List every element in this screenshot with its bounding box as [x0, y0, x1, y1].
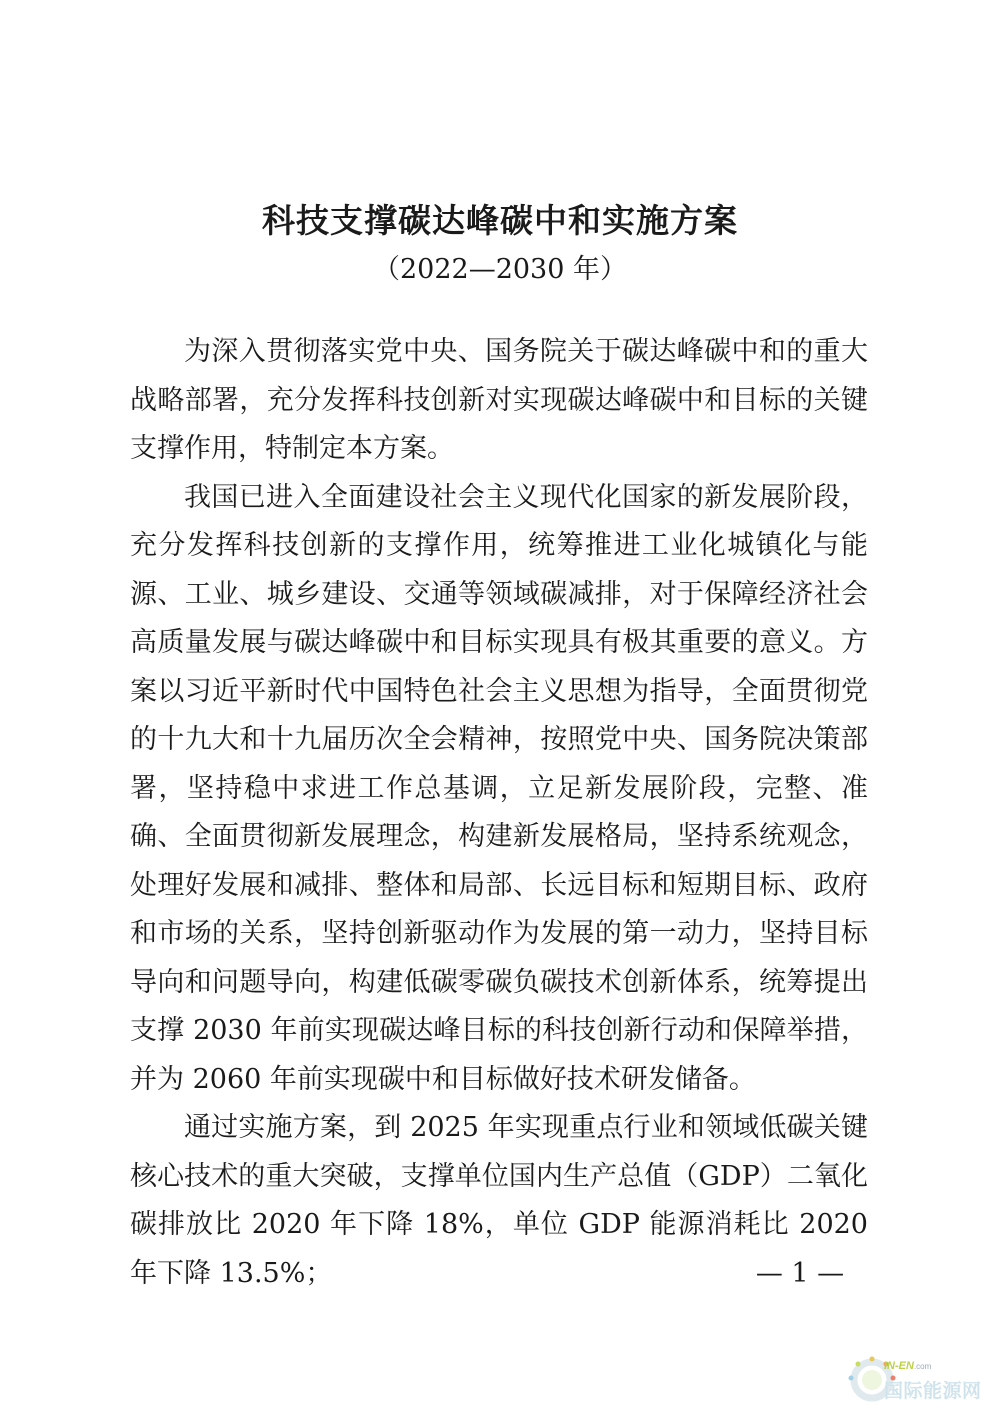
- paragraph-targets: 通过实施方案，到 2025 年实现重点行业和领域低碳关键核心技术的重大突破，支撑单位国内生产总值（GDP）二氧化碳排放比 2020 年下降 18%，单位 GDP 能源消耗比 2020 年下降 13.5%；: [130, 1112, 868, 1289]
- document-body: [130, 328, 868, 1298]
- paragraph-background: 我国已进入全面建设社会主义现代化国家的新发展阶段，充分发挥科技创新的支撑作用，统筹推进工业化城镇化与能源、工业、城乡建设、交通等领域碳减排，对于保障经济社会高质量发展与碳达峰碳中和目标实现具有极其重要的意义。方案以习近平新时代中国特色社会主义思想为指导，全面贯彻党的十九大和十九届历次全会精神，按照党中央、国务院决策部署，坚持稳中求进工作总基调，立足新发展阶段，完整、准确、全面贯彻新发展理念，构建新发展格局，坚持系统观念，处理好发展和减排、整体和局部、长远目标和短期目标、政府和市场的关系，坚持创新驱动作为发展的第一动力，坚持目标导向和问题导向，构建低碳零碳负碳技术创新体系，统筹提出支撑 2030 年前实现碳达峰目标的科技创新行动和保障举措，并为 2060 年前实现碳中和目标做好技术研发储备。: [130, 481, 868, 1095]
- document-subtitle: （2022—2030 年）: [372, 254, 627, 285]
- watermark-brand-text: IN-EN: [884, 1360, 914, 1372]
- watermark-brand-suffix: .com: [913, 1362, 932, 1371]
- paragraph-intro: 为深入贯彻落实党中央、国务院关于碳达峰碳中和的重大战略部署，充分发挥科技创新对实现碳达峰碳中和目标的关键支撑作用，特制定本方案。: [130, 336, 868, 464]
- watermark-site-name: 国际能源网: [884, 1380, 982, 1402]
- document-title: 科技支撑碳达峰碳中和实施方案: [262, 201, 738, 240]
- page-number: — 1 —: [755, 1258, 845, 1289]
- watermark-logo: [848, 1350, 1000, 1410]
- watermark-brand: [884, 1360, 931, 1372]
